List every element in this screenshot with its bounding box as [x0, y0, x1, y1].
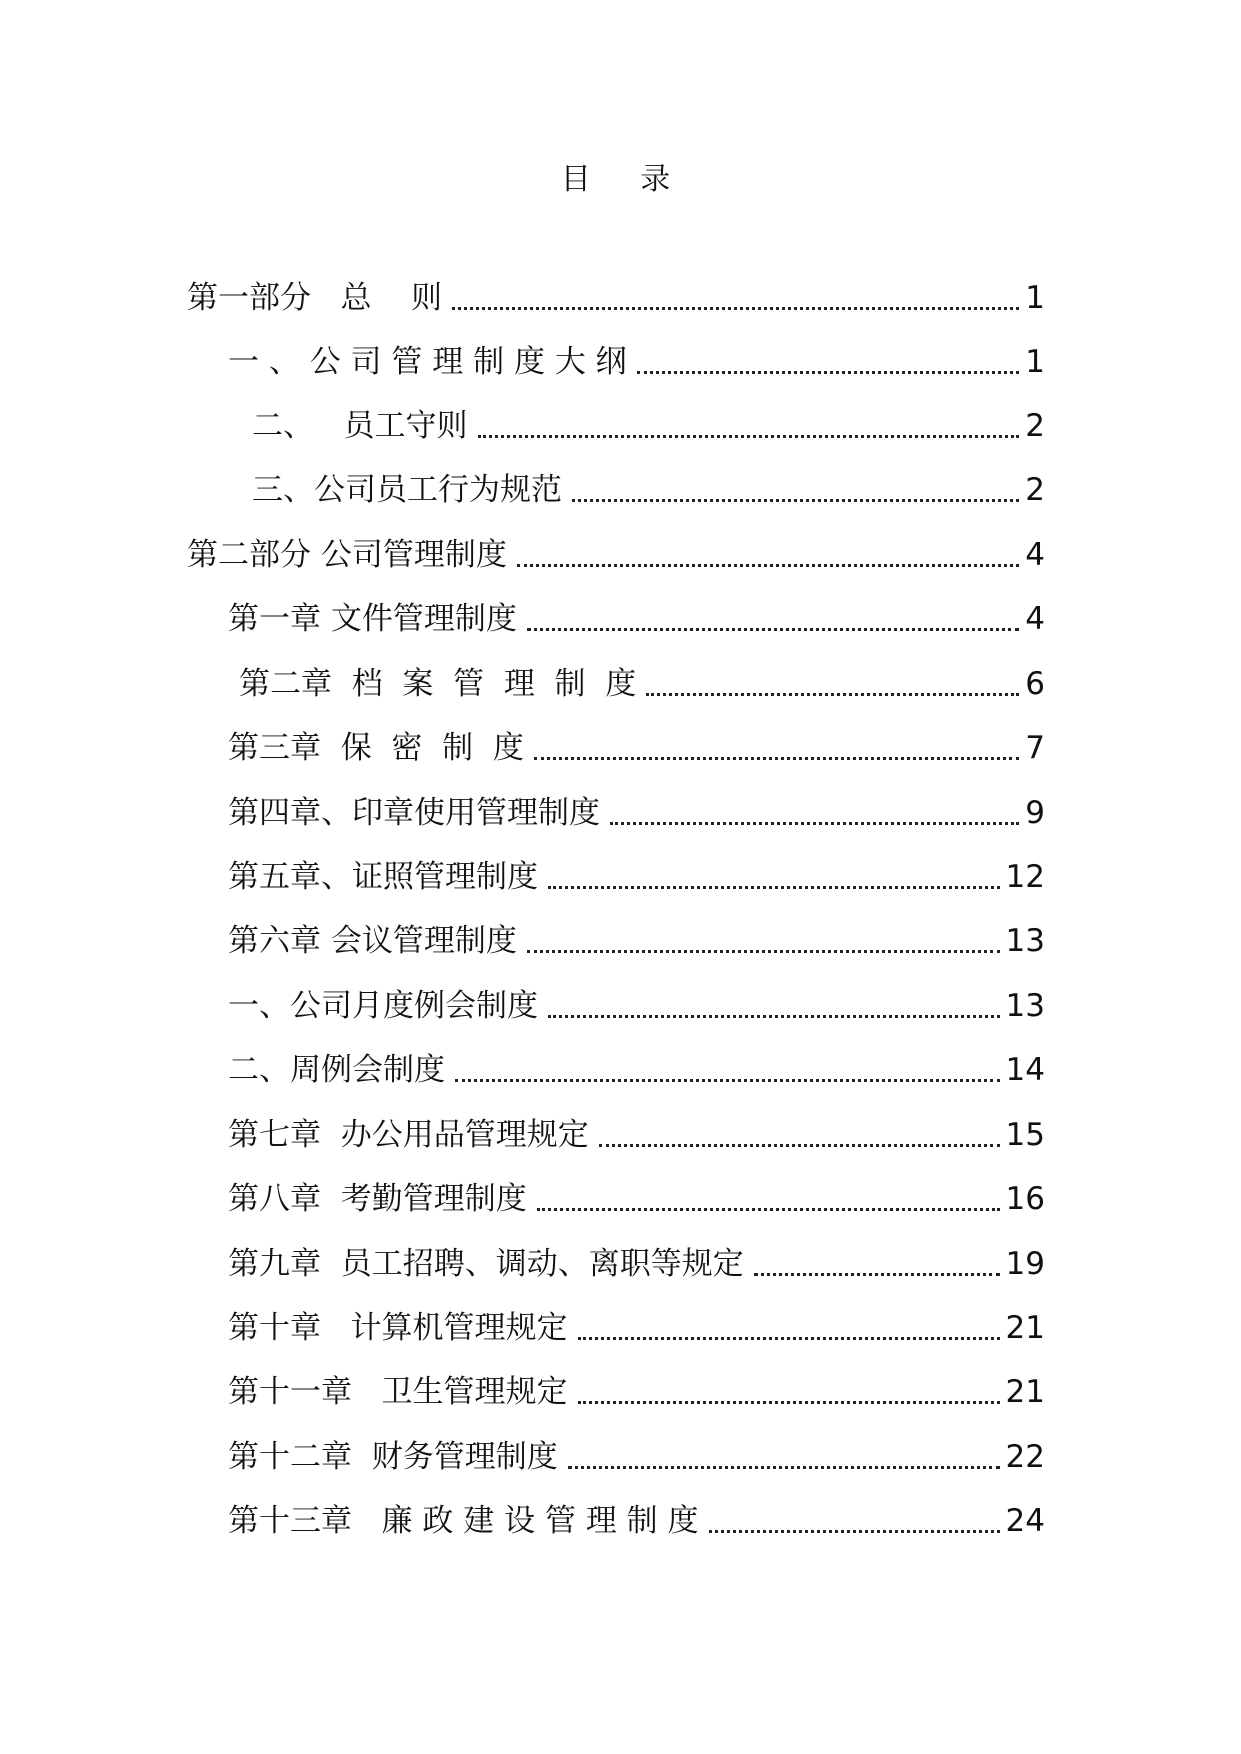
toc-entry-page: 16 [1005, 1181, 1045, 1217]
toc-entry-label: 第九章 员工招聘、调动、离职等规定 [228, 1246, 744, 1282]
toc-entry-label: 第二部分 公司管理制度 [187, 537, 507, 573]
toc-entry[interactable] [228, 919, 1045, 963]
toc-entry[interactable] [252, 468, 1045, 512]
dot-leader [517, 564, 1019, 567]
toc-title: 目 录 [560, 162, 691, 197]
toc-entry-label: 二、周例会制度 [228, 1052, 445, 1088]
toc-entry-page: 2 [1025, 408, 1045, 444]
toc-entry[interactable] [228, 1435, 1045, 1479]
toc-entry-label: 一 、 公 司 管 理 制 度 大 纲 [228, 344, 627, 380]
toc-entry-label: 第十章 计算机管理规定 [228, 1310, 568, 1346]
dot-leader [452, 307, 1019, 310]
toc-entry-label: 第十二章 财务管理制度 [228, 1439, 558, 1475]
toc-entry-page: 12 [1005, 859, 1045, 895]
toc-entry[interactable] [228, 1113, 1045, 1157]
toc-entry-page: 4 [1025, 537, 1045, 573]
dot-leader [572, 499, 1019, 502]
toc-entry-page: 21 [1005, 1310, 1045, 1346]
toc-entry[interactable] [187, 276, 1045, 320]
toc-entry-page: 9 [1025, 795, 1045, 831]
dot-leader [578, 1337, 1000, 1340]
toc-entry[interactable] [239, 662, 1045, 706]
dot-leader [610, 822, 1019, 825]
toc-entry[interactable] [228, 340, 1045, 384]
toc-entry[interactable] [228, 597, 1045, 641]
toc-entry-label: 第二章 档 案 管 理 制 度 [239, 666, 637, 702]
toc-entry-page: 14 [1005, 1052, 1045, 1088]
toc-entry[interactable] [228, 726, 1045, 770]
toc-entry[interactable] [228, 1370, 1045, 1414]
toc-entry-label: 第四章、印章使用管理制度 [228, 795, 600, 831]
toc-entry-label: 第七章 办公用品管理规定 [228, 1117, 589, 1153]
toc-entry[interactable] [228, 791, 1045, 835]
toc-entry-page: 21 [1005, 1374, 1045, 1410]
toc-entry-page: 1 [1025, 344, 1045, 380]
toc-entry-page: 13 [1005, 988, 1045, 1024]
toc-entry-page: 13 [1005, 923, 1045, 959]
toc-entry-page: 4 [1025, 601, 1045, 637]
toc-entry[interactable] [228, 1048, 1045, 1092]
dot-leader [537, 1208, 1000, 1211]
toc-entry-page: 22 [1005, 1439, 1045, 1475]
toc-entry[interactable] [252, 404, 1045, 448]
dot-leader [709, 1530, 1000, 1533]
toc-entry-label: 第三章 保 密 制 度 [228, 730, 524, 766]
toc-entry-label: 三、公司员工行为规范 [252, 472, 562, 508]
toc-entry[interactable] [228, 1177, 1045, 1221]
toc-entry[interactable] [228, 984, 1045, 1028]
toc-entry-label: 二、 员工守则 [252, 408, 468, 444]
dot-leader [568, 1466, 1000, 1469]
toc-entry-page: 19 [1005, 1246, 1045, 1282]
dot-leader [646, 693, 1019, 696]
toc-entry-page: 7 [1025, 730, 1045, 766]
toc-entry-page: 24 [1005, 1503, 1045, 1539]
dot-leader [637, 371, 1020, 374]
toc-entry[interactable] [228, 855, 1045, 899]
toc-entry-label: 第一部分 总 则 [187, 280, 442, 316]
toc-entry-page: 15 [1005, 1117, 1045, 1153]
toc-entry-label: 第八章 考勤管理制度 [228, 1181, 527, 1217]
dot-leader [754, 1273, 1000, 1276]
toc-entry-label: 第六章 会议管理制度 [228, 923, 517, 959]
toc-entry[interactable] [187, 533, 1045, 577]
toc-entry[interactable] [228, 1242, 1045, 1286]
dot-leader [548, 1015, 1000, 1018]
dot-leader [455, 1079, 1000, 1082]
toc-entry-label: 第十三章 廉 政 建 设 管 理 制 度 [228, 1503, 699, 1539]
toc-entry-label: 一、公司月度例会制度 [228, 988, 538, 1024]
dot-leader [527, 628, 1019, 631]
toc-entry[interactable] [228, 1306, 1045, 1350]
toc-entry-label: 第十一章 卫生管理规定 [228, 1374, 568, 1410]
dot-leader [534, 757, 1019, 760]
toc-entry-page: 6 [1025, 666, 1045, 702]
dot-leader [599, 1144, 1000, 1147]
dot-leader [527, 950, 1000, 953]
toc-entry-label: 第五章、证照管理制度 [228, 859, 538, 895]
toc-entry-page: 1 [1025, 280, 1045, 316]
toc-entry-label: 第一章 文件管理制度 [228, 601, 517, 637]
dot-leader [578, 1401, 1000, 1404]
toc-entry-page: 2 [1025, 472, 1045, 508]
dot-leader [548, 886, 1000, 889]
dot-leader [478, 435, 1020, 438]
toc-entry[interactable] [228, 1499, 1045, 1543]
